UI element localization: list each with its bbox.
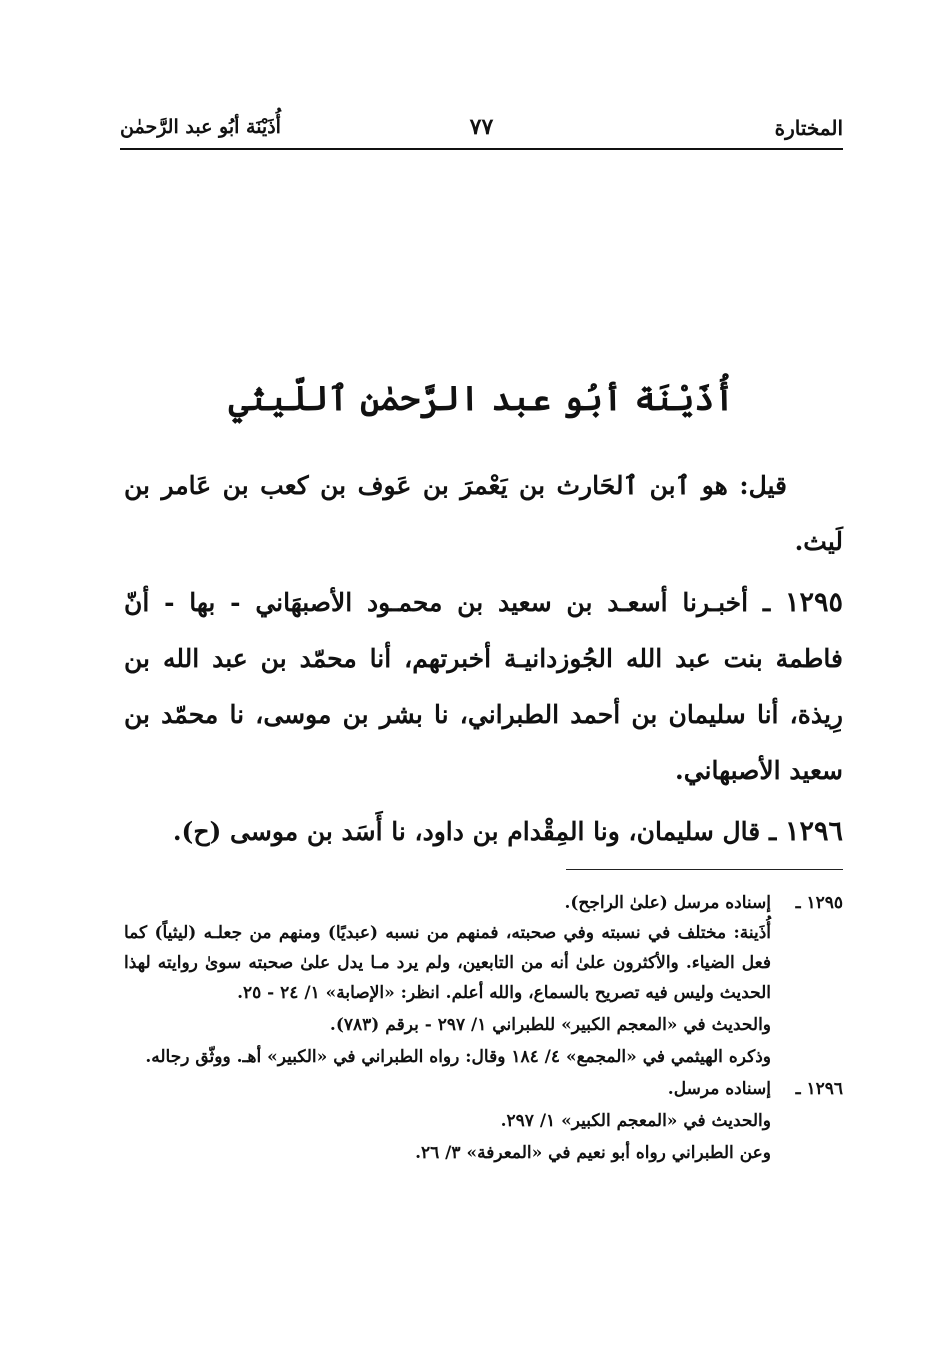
footnote-paragraph: وعن الطبراني رواه أبو نعيم في «المعرفة» ٣/ ٢٦. <box>415 1143 771 1163</box>
hadith-dash: ـ <box>760 817 777 846</box>
hadith-dash: ـ <box>748 588 771 617</box>
footnote-paragraph: وذكره الهيثمي في «المجمع» ٤/ ١٨٤ وقال: رواه الطبراني في «الكبير» أهـ. ووثّق رجاله. <box>145 1047 771 1067</box>
footnote-paragraph: أُذَينة: مختلف في نسبته وفي صحبته، فمنهم من نسبه (عبديًا) ومنهم من جعلـه (ليثياً) كما فعل الضياء. والأكثرون علىٰ أنه من التابعين، ولم يرد مـا يدل علىٰ صحبته سوىٰ روايته لهذا الحديث وليس فيه تصريح بالسماع، والله أعلم. انظر: «الإصابة» ١/ ٢٤ - ٢٥. <box>124 923 771 1003</box>
hadith-number: ١٢٩٥ <box>784 587 843 618</box>
hadith-text: قال سليمان، ونا المِقْدام بن داود، نا أَسَد بن موسى (ح). <box>172 817 761 846</box>
header-chapter-title: أُذَيْنَة أبُو عبد الرَّحمٰن <box>120 116 281 138</box>
footnote-number: ١٢٩٦ ـ <box>795 1079 843 1099</box>
footnote <box>124 1074 843 1168</box>
hadith-paragraph <box>124 804 843 860</box>
main-text <box>124 458 843 865</box>
footnote-separator <box>566 869 843 870</box>
footnote-number: ١٢٩٥ ـ <box>795 893 843 913</box>
intro-paragraph: قيل: هو ٱبن ٱلحَارث بن يَعْمرَ بن عَوف بن كعب بن عَامر بن لَيث. <box>124 471 843 556</box>
footnote <box>124 888 843 1072</box>
footnote-head: إسناده مرسل (علىٰ الراجح). <box>564 893 771 913</box>
hadith-text: أخبـرنا أسعـد بن سعيد بن محمـود الأصبهَاني - بها - أنّ فاطمة بنت عبد الله الجُوزدانيـة أخبرتهم، أنا محمّد بن عبد الله بن رِيذة، أنا سليمان بن أحمد الطبراني، نا بشر بن موسى، نا محمّد بن سعيد الأصبهاني. <box>124 588 843 785</box>
footnote-paragraph: والحديث في «المعجم الكبير» للطبراني ١/ ٢٩٧ - برقم (٧٨٣). <box>329 1015 771 1035</box>
header-book-title: المختارة <box>774 116 843 140</box>
running-header <box>120 112 843 150</box>
footnote-paragraph: والحديث في «المعجم الكبير» ١/ ٢٩٧. <box>500 1111 771 1131</box>
section-title: أُذَيْنَة أبُو عبد الرَّحمٰن ٱللّيثي <box>228 379 735 419</box>
page-number: ٧٧ <box>469 114 494 140</box>
footnote-head: إسناده مرسل. <box>667 1079 771 1099</box>
hadith-paragraph <box>124 575 843 799</box>
hadith-number: ١٢٩٦ <box>784 816 843 847</box>
footnotes <box>124 888 843 1168</box>
